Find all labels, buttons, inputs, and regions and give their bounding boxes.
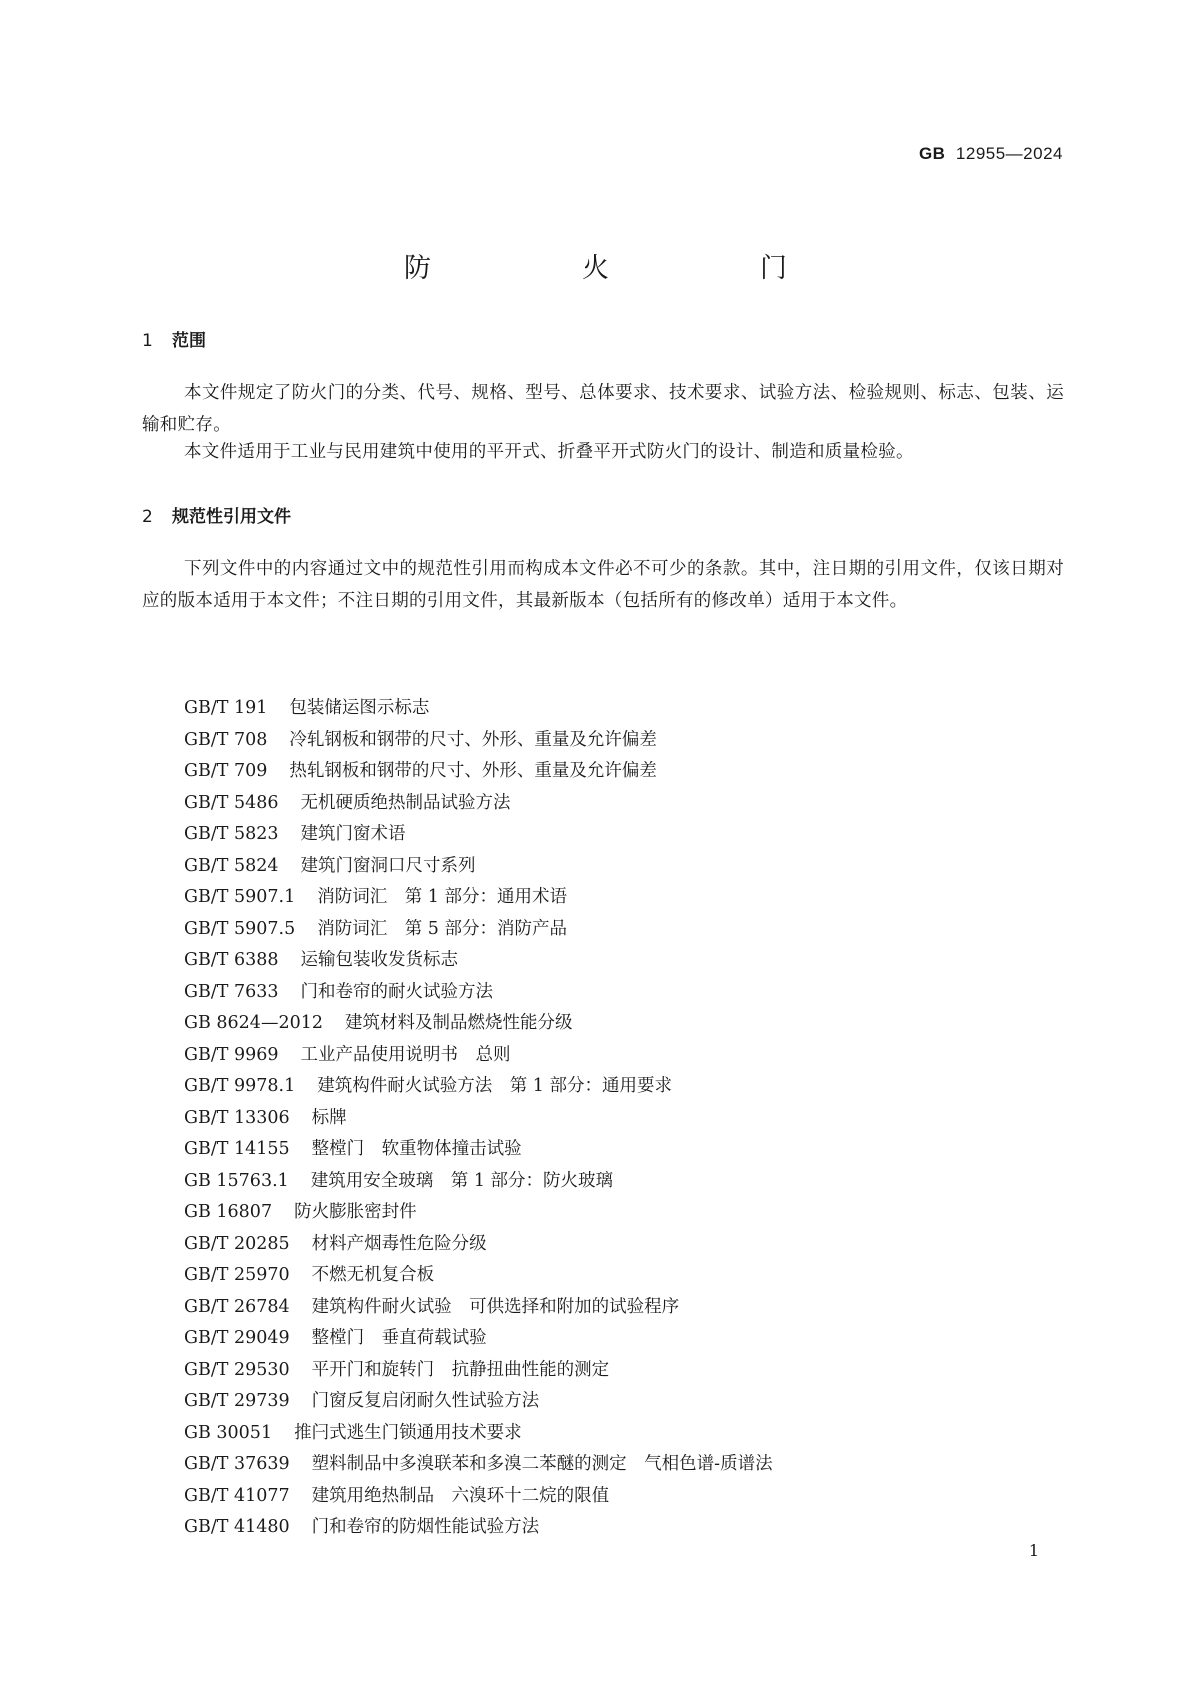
reference-code: GB/T 26784	[184, 1296, 290, 1317]
section-1-title: 范围	[172, 331, 206, 351]
reference-code: GB 15763.1	[184, 1170, 289, 1191]
reference-title: 建筑材料及制品燃烧性能分级	[344, 1013, 573, 1033]
reference-title: 建筑构件耐火试验 可供选择和附加的试验程序	[311, 1296, 680, 1317]
reference-item	[184, 1323, 773, 1355]
reference-code: GB/T 5486	[184, 792, 279, 813]
reference-code: GB/T 5907.5	[184, 918, 296, 939]
reference-item	[184, 1197, 773, 1229]
reference-title: 门和卷帘的耐火试验方法	[300, 981, 494, 1002]
reference-code: GB/T 14155	[184, 1139, 290, 1159]
reference-code: GB/T 20285	[184, 1233, 290, 1254]
reference-code: GB/T 191	[184, 698, 268, 718]
reference-item	[184, 882, 773, 914]
reference-code: GB/T 29530	[184, 1359, 290, 1380]
scope-paragraph-1: 本文件规定了防火门的分类、代号、规格、型号、总体要求、技术要求、试验方法、检验规则、标志、包装、运输和贮存。	[142, 383, 1064, 435]
reference-title: 消防词汇 第 1 部分：通用术语	[317, 887, 567, 907]
reference-code: GB/T 708	[184, 729, 268, 750]
reference-item	[184, 1071, 773, 1103]
reference-item	[184, 1418, 773, 1450]
reference-code: GB/T 29739	[184, 1391, 290, 1411]
reference-item	[184, 977, 773, 1009]
reference-item	[184, 851, 773, 883]
reference-code: GB/T 5823	[184, 824, 279, 844]
reference-item	[184, 1103, 773, 1135]
reference-item	[184, 1134, 773, 1166]
reference-title: 不燃无机复合板	[311, 1265, 435, 1285]
references-intro: 下列文件中的内容通过文中的规范性引用而构成本文件必不可少的条款。其中，注日期的引用文件，仅该日期对应的版本适用于本文件；不注日期的引用文件，其最新版本（包括所有的修改单）适用于本文件。	[142, 559, 1064, 611]
reference-item	[184, 945, 773, 977]
reference-item	[184, 1166, 773, 1198]
reference-title: 建筑用安全玻璃 第 1 部分：防火玻璃	[310, 1170, 614, 1191]
reference-item	[184, 1008, 773, 1040]
reference-title: 建筑门窗术语	[300, 824, 406, 844]
reference-item	[184, 1449, 773, 1481]
reference-title: 推闩式逃生门锁通用技术要求	[294, 1422, 522, 1443]
reference-title: 建筑门窗洞口尺寸系列	[300, 855, 476, 876]
reference-item	[184, 788, 773, 820]
reference-code: GB/T 9969	[184, 1044, 279, 1065]
reference-code: GB 8624—2012	[184, 1013, 323, 1033]
reference-item	[184, 1481, 773, 1513]
reference-item	[184, 1355, 773, 1387]
section-1-number: 1	[142, 331, 153, 351]
reference-list	[184, 693, 773, 1544]
reference-title: 工业产品使用说明书 总则	[300, 1044, 511, 1065]
reference-code: GB/T 9978.1	[184, 1076, 296, 1096]
standard-prefix: GB	[918, 144, 946, 163]
section-1-heading	[142, 326, 206, 351]
reference-item	[184, 819, 773, 851]
reference-title: 整樘门 软重物体撞击试验	[311, 1139, 522, 1159]
reference-item	[184, 693, 773, 725]
reference-code: GB/T 7633	[184, 981, 279, 1002]
reference-code: GB/T 5824	[184, 855, 279, 876]
reference-code: GB/T 41480	[184, 1517, 290, 1537]
reference-item	[184, 1260, 773, 1292]
reference-title: 热轧钢板和钢带的尺寸、外形、重量及允许偏差	[289, 761, 657, 781]
reference-title: 建筑用绝热制品 六溴环十二烷的限值	[311, 1485, 610, 1506]
reference-title: 运输包装收发货标志	[300, 950, 459, 970]
scope-paragraph-2: 本文件适用于工业与民用建筑中使用的平开式、折叠平开式防火门的设计、制造和质量检验。	[184, 442, 914, 462]
reference-item	[184, 1040, 773, 1072]
reference-code: GB/T 41077	[184, 1485, 290, 1506]
standard-number: 12955—2024	[955, 144, 1063, 163]
reference-code: GB/T 6388	[184, 950, 279, 970]
reference-code: GB 30051	[184, 1422, 273, 1443]
reference-title: 门窗反复启闭耐久性试验方法	[311, 1391, 540, 1411]
reference-item	[184, 756, 773, 788]
reference-title: 建筑构件耐火试验方法 第 1 部分：通用要求	[317, 1076, 672, 1096]
reference-item	[184, 1229, 773, 1261]
reference-code: GB/T 25970	[184, 1265, 290, 1285]
reference-title: 平开门和旋转门 抗静扭曲性能的测定	[311, 1359, 610, 1380]
reference-item	[184, 1512, 773, 1544]
section-2-heading	[142, 502, 291, 527]
reference-code: GB/T 5907.1	[184, 887, 296, 907]
standard-code	[919, 144, 1063, 164]
reference-item	[184, 725, 773, 757]
reference-title: 消防词汇 第 5 部分：消防产品	[317, 918, 567, 939]
page-number: 1	[1028, 1541, 1039, 1560]
reference-title: 无机硬质绝热制品试验方法	[300, 792, 511, 813]
reference-title: 塑料制品中多溴联苯和多溴二苯醚的测定 气相色谱-质谱法	[311, 1454, 773, 1474]
reference-title: 整樘门 垂直荷载试验	[311, 1328, 487, 1348]
section-2-title: 规范性引用文件	[172, 507, 291, 527]
reference-title: 包装储运图示标志	[289, 698, 430, 718]
reference-code: GB/T 13306	[184, 1107, 290, 1128]
reference-title: 门和卷帘的防烟性能试验方法	[311, 1517, 540, 1537]
reference-code: GB/T 29049	[184, 1328, 290, 1348]
document-title: 防 火 门	[404, 253, 849, 284]
reference-code: GB/T 37639	[184, 1454, 290, 1474]
section-2-number: 2	[142, 507, 153, 527]
reference-title: 冷轧钢板和钢带的尺寸、外形、重量及允许偏差	[289, 729, 657, 750]
reference-code: GB/T 709	[184, 761, 268, 781]
reference-title: 标牌	[311, 1107, 347, 1128]
reference-code: GB 16807	[184, 1202, 273, 1222]
reference-item	[184, 1386, 773, 1418]
reference-item	[184, 914, 773, 946]
reference-item	[184, 1292, 773, 1324]
reference-title: 防火膨胀密封件	[294, 1202, 417, 1222]
reference-title: 材料产烟毒性危险分级	[311, 1233, 487, 1254]
